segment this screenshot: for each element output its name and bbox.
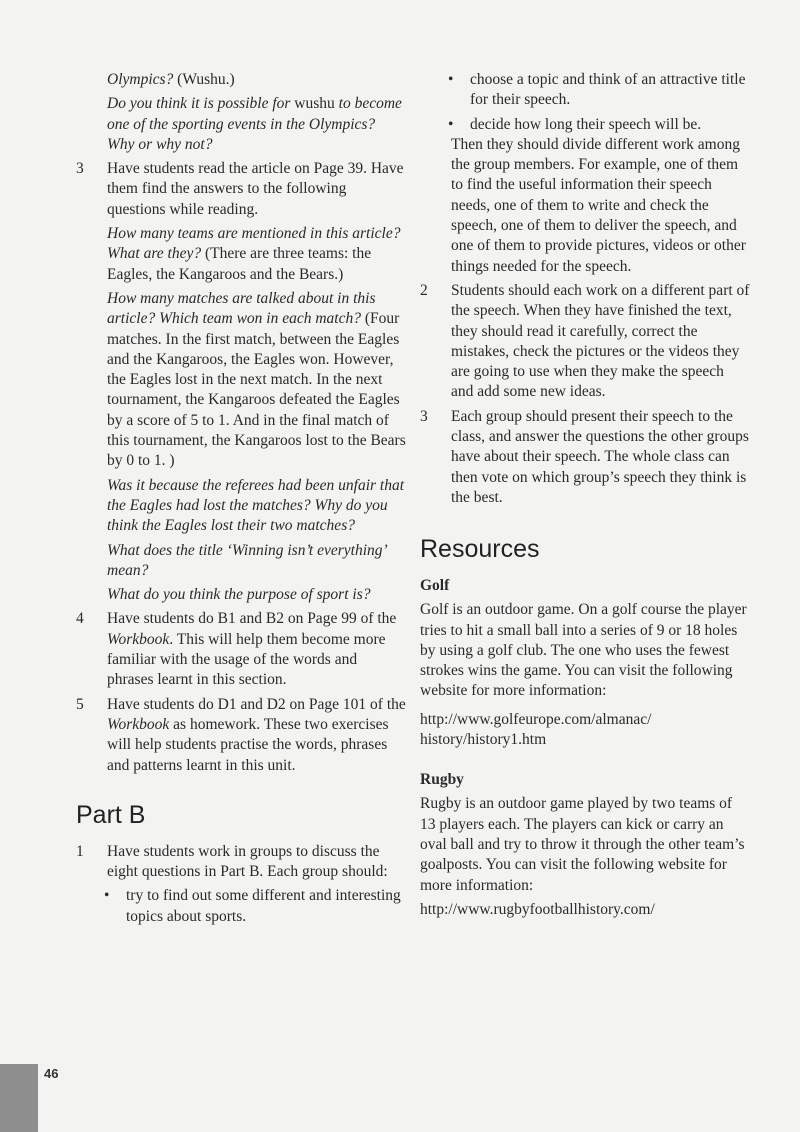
question-paragraph xyxy=(76,289,406,472)
item-text: Students should each work on a different part of the speech. When they have finished the text, they should read it carefully, correct the mistakes, check the pictures or the videos they are going to use when they make the speech and add some new ideas. xyxy=(451,281,750,401)
question-text: How many matches are talked about in this article? Which team won in each match? xyxy=(107,289,376,328)
item-number: 3 xyxy=(76,160,84,178)
right-column xyxy=(420,70,750,920)
answer-text: (There are three teams: the Eagles, the Kangaroos and the Bears.) xyxy=(107,245,372,283)
numbered-item xyxy=(420,407,750,508)
bullet-icon: • xyxy=(448,115,454,133)
bullet-item xyxy=(76,886,406,927)
rugby-link[interactable]: http://www.rugbyfootballhistory.com/ xyxy=(420,900,655,918)
item-text: as homework. These two exercises will help students practise the words, phrases and patterns learnt in this unit. xyxy=(107,715,389,774)
workbook-word: Workbook xyxy=(107,630,170,648)
question-text: to become one of the sporting events in the Olympics? Why or why not? xyxy=(107,95,402,153)
question-paragraph xyxy=(76,224,406,285)
page-number-tab xyxy=(0,1064,38,1132)
bullet-text: try to find out some different and interesting topics about sports. xyxy=(126,887,401,925)
answer-text: (Four matches. In the first match, between the Eagles and the Kangaroos, the Eagles won. However, the Eagles lost in the next match. In the next tournament, the Kangaroos defeated the Eagles by a score of 5 to 1. And in the final match of this tournament, the Kangaroos lost to the Bears by 0 to 1. ) xyxy=(107,310,406,470)
item-text: . This will help them become more familiar with the usage of the words and phrases learnt in this section. xyxy=(107,630,386,689)
item-number: 2 xyxy=(420,281,428,299)
question-text: Was it because the referees had been unfair that the Eagles had lost the matches? Why do you think the Eagles lost their two matches? xyxy=(107,476,405,535)
item-number: 4 xyxy=(76,610,84,628)
golf-text: Golf is an outdoor game. On a golf course the player tries to hit a small ball into a series of 9 or 18 holes by using a golf club. The one who uses the fewest strokes wins the game. You can visit the following website for more information: xyxy=(420,601,747,700)
numbered-item xyxy=(76,695,406,776)
question-paragraph xyxy=(76,94,406,155)
item-text: Have students do D1 and D2 on Page 101 of the xyxy=(107,695,406,713)
question-text: How many teams are mentioned in this article? What are they? xyxy=(107,225,401,263)
rugby-heading: Rugby xyxy=(420,771,464,789)
question-text: Olympics? xyxy=(107,71,174,88)
answer-text: (Wushu.) xyxy=(177,71,235,88)
bullet-icon: • xyxy=(448,71,454,88)
left-column xyxy=(76,70,406,927)
numbered-item xyxy=(76,842,406,883)
item-number: 1 xyxy=(76,842,84,860)
golf-link[interactable]: http://www.golfeurope.com/almanac/ history/history1.htm xyxy=(420,710,652,749)
numbered-item xyxy=(76,159,406,220)
item-text: Each group should present their speech to the class, and answer the questions the other groups have about their speech. The whole class can then vote on which group’s speech they think is the best. xyxy=(451,407,749,506)
question-text: What does the title ‘Winning isn’t everything’ mean? xyxy=(107,541,386,579)
rugby-text: Rugby is an outdoor game played by two teams of 13 players each. The players can kick or carry an oval ball and try to throw it through the other team’s goalposts. You can visit the following website for more information: xyxy=(420,795,745,894)
part-b-heading: Part B xyxy=(76,800,146,829)
workbook-word: Workbook xyxy=(107,715,170,733)
golf-heading: Golf xyxy=(420,577,450,595)
bullet-item xyxy=(420,70,750,111)
bullet-item xyxy=(420,115,750,135)
item-text: Have students read the article on Page 39. Have them find the answers to the following questions while reading. xyxy=(107,160,404,218)
bullet-icon: • xyxy=(104,887,110,905)
page-number: 46 xyxy=(44,1066,59,1081)
bullet-text: decide how long their speech will be. xyxy=(470,115,702,133)
bullet-text: choose a topic and think of an attractive title for their speech. xyxy=(470,71,746,109)
numbered-item xyxy=(420,281,750,403)
wushu-word: wushu xyxy=(294,95,335,113)
item-number: 3 xyxy=(420,407,428,425)
paragraph: Then they should divide different work among the group members. For example, one of them to find the useful information their speech needs, one of them to write and check the speech, one of them to deliver the speech, and one of them to provide pictures, videos or other things needed for the speech. xyxy=(451,135,746,275)
numbered-item xyxy=(76,609,406,690)
resources-heading: Resources xyxy=(420,535,540,564)
question-text: What do you think the purpose of sport is? xyxy=(107,586,371,604)
item-number: 5 xyxy=(76,695,84,713)
item-text: Have students do B1 and B2 on Page 99 of the xyxy=(107,610,397,628)
question-paragraph xyxy=(76,70,406,90)
item-text: Have students work in groups to discuss the eight questions in Part B. Each group should: xyxy=(107,842,388,881)
question-text: Do you think it is possible for xyxy=(107,95,291,113)
